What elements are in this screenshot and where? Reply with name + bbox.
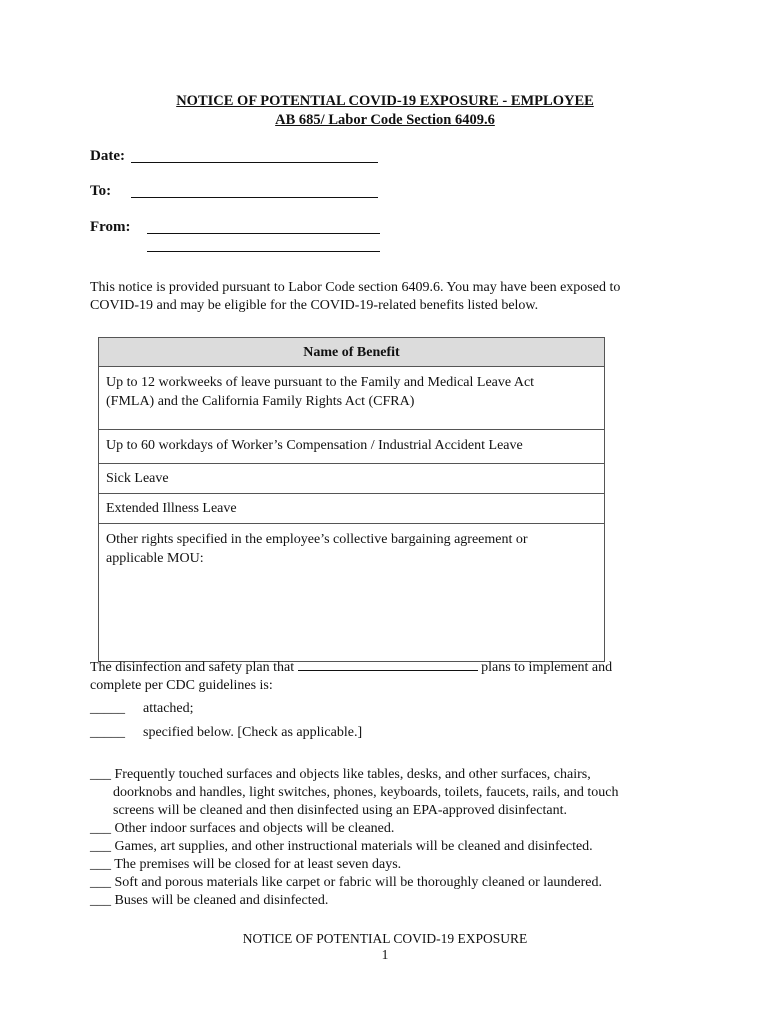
plan-line-1 xyxy=(90,658,612,677)
from-label: From: xyxy=(90,219,131,235)
intro-line-1: This notice is provided pursuant to Labor Code section 6409.6. You may have been exposed to xyxy=(90,280,621,295)
option-label: attached; xyxy=(143,701,194,716)
checkbox-blank[interactable]: ___ xyxy=(90,857,111,872)
row-text: Up to 60 workdays of Worker’s Compensation / Industrial Accident Leave xyxy=(106,438,523,453)
list-item[interactable] xyxy=(90,892,618,910)
page-number: 1 xyxy=(381,947,389,962)
item-text: Buses will be cleaned and disinfected. xyxy=(114,893,329,908)
item-text: Games, art supplies, and other instructional materials will be cleaned and disinfected. xyxy=(114,839,593,854)
item-text: screens will be cleaned and then disinfected using an EPA-approved disinfectant. xyxy=(113,803,567,818)
item-text: Soft and porous materials like carpet or fabric will be thoroughly cleaned or laundered. xyxy=(114,875,602,890)
checkbox-blank[interactable]: _____ xyxy=(90,701,125,716)
table-row xyxy=(99,524,605,662)
checkbox-blank[interactable]: ___ xyxy=(90,767,111,782)
row-text: applicable MOU: xyxy=(106,551,204,566)
list-item[interactable] xyxy=(90,766,618,784)
benefits-table xyxy=(98,337,605,662)
checklist xyxy=(90,766,618,910)
item-text: doorknobs and handles, light switches, phones, keyboards, toilets, faucets, rails, and touch xyxy=(113,785,619,800)
plan-line-1-start: The disinfection and safety plan that xyxy=(90,660,295,675)
checkbox-blank[interactable]: ___ xyxy=(90,893,111,908)
row-text: Other rights specified in the employee’s collective bargaining agreement or xyxy=(106,532,528,547)
row-text: Sick Leave xyxy=(106,471,169,486)
to-field[interactable] xyxy=(131,197,378,198)
item-text: Other indoor surfaces and objects will be cleaned. xyxy=(114,821,395,836)
date-label: Date: xyxy=(90,148,125,164)
list-item[interactable] xyxy=(90,838,618,856)
checkbox-blank[interactable]: ___ xyxy=(90,821,111,836)
option-label: specified below. [Check as applicable.] xyxy=(143,725,363,740)
to-label: To: xyxy=(90,183,112,199)
table-header-row xyxy=(99,338,605,367)
from-field-line-2[interactable] xyxy=(147,251,380,252)
list-item[interactable] xyxy=(90,856,618,874)
document-title: NOTICE OF POTENTIAL COVID-19 EXPOSURE - EMPLOYEE xyxy=(176,93,594,109)
row-text: Up to 12 workweeks of leave pursuant to the Family and Medical Leave Act xyxy=(106,375,535,390)
table-row xyxy=(99,494,605,524)
table-row xyxy=(99,464,605,494)
from-field-line-1[interactable] xyxy=(147,233,380,234)
table-row xyxy=(99,367,605,430)
checkbox-blank[interactable]: _____ xyxy=(90,725,125,740)
checkbox-blank[interactable]: ___ xyxy=(90,839,111,854)
list-item[interactable] xyxy=(90,820,618,838)
attached-option[interactable] xyxy=(90,700,194,718)
document-subtitle: AB 685/ Labor Code Section 6409.6 xyxy=(275,112,495,128)
plan-line-2: complete per CDC guidelines is: xyxy=(90,678,273,693)
table-header-cell: Name of Benefit xyxy=(99,338,605,367)
row-text: (FMLA) and the California Family Rights Act (CFRA) xyxy=(106,394,415,409)
footer-text: NOTICE OF POTENTIAL COVID-19 EXPOSURE xyxy=(242,931,528,946)
date-field[interactable] xyxy=(131,162,378,163)
intro-line-2: COVID-19 and may be eligible for the COVID-19-related benefits listed below. xyxy=(90,298,539,313)
list-item[interactable] xyxy=(90,874,618,892)
item-text: The premises will be closed for at least seven days. xyxy=(114,857,402,872)
plan-line-1-end: plans to implement and xyxy=(481,660,613,675)
table-row xyxy=(99,430,605,464)
item-text: Frequently touched surfaces and objects like tables, desks, and other surfaces, chairs, xyxy=(114,767,591,782)
organization-blank[interactable] xyxy=(298,658,478,671)
checkbox-blank[interactable]: ___ xyxy=(90,875,111,890)
specified-below-option[interactable] xyxy=(90,724,362,742)
row-text: Extended Illness Leave xyxy=(106,501,237,516)
